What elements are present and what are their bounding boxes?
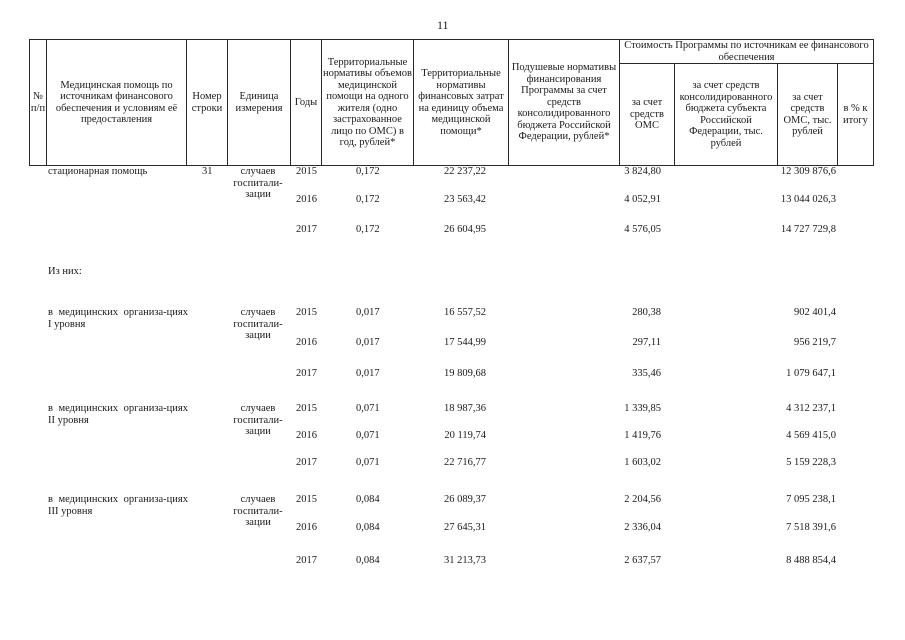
row-oms: 2 204,56: [624, 494, 661, 505]
row-oms-total: 7 518 391,6: [786, 522, 836, 533]
row-norm: 0,172: [356, 194, 380, 205]
row-oms-total: 12 309 876,6: [780, 166, 836, 177]
row-oms-total: 956 219,7: [794, 337, 836, 348]
header-per-capita: Подушевые нормативы финансирования Программы за счет средств консолидированного бюджета Российской Федерации, рублей*: [511, 62, 617, 143]
group-unit: случаев госпитали-зации: [233, 307, 283, 341]
group-unit: случаев госпитали-зации: [233, 494, 283, 528]
row-oms-total: 4 312 237,1: [786, 403, 836, 414]
row-norm: 0,084: [356, 555, 380, 566]
row-year: 2017: [296, 555, 317, 566]
header-years: Годы: [294, 96, 318, 108]
row-oms: 280,38: [632, 307, 661, 318]
row-oms: 1 339,85: [624, 403, 661, 414]
row-oms: 2 336,04: [624, 522, 661, 533]
row-cost: 20 119,74: [444, 430, 486, 441]
group-label: в медицинских организа-циях II уровня: [48, 403, 188, 426]
row-oms: 2 637,57: [624, 555, 661, 566]
row-year: 2015: [296, 166, 317, 177]
row-cost: 23 563,42: [444, 194, 486, 205]
group-label: в медицинских организа-циях III уровня: [48, 494, 188, 517]
row-oms: 335,46: [632, 368, 661, 379]
row-norm: 0,071: [356, 457, 380, 468]
row-number: 31: [202, 166, 213, 177]
row-oms: 3 824,80: [624, 166, 661, 177]
row-norm: 0,071: [356, 403, 380, 414]
row-oms-total: 1 079 647,1: [786, 368, 836, 379]
row-year: 2016: [296, 430, 317, 441]
row-oms: 4 576,05: [624, 224, 661, 235]
row-oms-total: 8 488 854,4: [786, 555, 836, 566]
row-norm: 0,084: [356, 522, 380, 533]
header-budget: за счет средств консолидированного бюджета субъекта Российской Федерации, тыс. рублей: [679, 80, 773, 149]
row-unit: случаев госпитали-зации: [233, 166, 283, 200]
row-year: 2015: [296, 494, 317, 505]
row-oms-total: 13 044 026,3: [780, 194, 836, 205]
row-oms-total: 902 401,4: [794, 307, 836, 318]
row-cost: 19 809,68: [444, 368, 486, 379]
row-cost: 17 544,99: [444, 337, 486, 348]
row-cost: 22 237,22: [444, 166, 486, 177]
row-cost: 16 557,52: [444, 307, 486, 318]
group-label: в медицинских организа-циях I уровня: [48, 307, 188, 330]
row-norm: 0,017: [356, 337, 380, 348]
header-norm-cost: Территориальные нормативы финансовых затрат на единицу объема медицинской помощи*: [418, 68, 504, 137]
row-label: стационарная помощь: [48, 166, 148, 177]
header-norm-volume: Территориальные нормативы объемов медицинской помощи на одного жителя (одно застрахованное лицо по ОМС) в год, рублей*: [322, 56, 413, 148]
row-cost: 18 987,36: [444, 403, 486, 414]
row-norm: 0,172: [356, 166, 380, 177]
row-norm: 0,017: [356, 368, 380, 379]
row-norm: 0,084: [356, 494, 380, 505]
row-year: 2015: [296, 403, 317, 414]
row-norm: 0,017: [356, 307, 380, 318]
row-cost: 26 089,37: [444, 494, 486, 505]
header-unit: Единица измерения: [235, 91, 283, 114]
row-oms-total: 4 569 415,0: [786, 430, 836, 441]
row-year: 2016: [296, 337, 317, 348]
row-cost: 22 716,77: [444, 457, 486, 468]
header-type: Медицинская помощь по источникам финансового обеспечения и условиям её предоставления: [55, 79, 178, 125]
row-year: 2016: [296, 522, 317, 533]
row-year: 2016: [296, 194, 317, 205]
row-oms: 297,11: [632, 337, 661, 348]
header-oms: за счет средств ОМС: [630, 97, 664, 132]
group-unit: случаев госпитали-зации: [233, 403, 283, 437]
row-norm: 0,071: [356, 430, 380, 441]
row-oms: 1 419,76: [624, 430, 661, 441]
row-cost: 27 645,31: [444, 522, 486, 533]
page-number: 11: [437, 18, 449, 32]
row-oms: 4 052,91: [624, 194, 661, 205]
row-year: 2017: [296, 457, 317, 468]
row-oms-total: 14 727 729,8: [780, 224, 836, 235]
header-oms-thousand: за счет средств ОМС, тыс. рублей: [783, 91, 832, 137]
header-row-no: Номер строки: [191, 91, 223, 114]
row-cost: 26 604,95: [444, 224, 486, 235]
header-cost-group: Стоимость Программы по источникам ее финансового обеспечения: [624, 40, 869, 63]
row-cost: 31 213,73: [444, 555, 486, 566]
header-num: № п/п: [30, 91, 46, 114]
row-year: 2015: [296, 307, 317, 318]
header-percent: в % к итогу: [843, 103, 868, 126]
row-oms-total: 7 095 238,1: [786, 494, 836, 505]
row-year: 2017: [296, 224, 317, 235]
of-which-label: Из них:: [48, 266, 82, 277]
row-oms-total: 5 159 228,3: [786, 457, 836, 468]
row-norm: 0,172: [356, 224, 380, 235]
row-oms: 1 603,02: [624, 457, 661, 468]
row-year: 2017: [296, 368, 317, 379]
